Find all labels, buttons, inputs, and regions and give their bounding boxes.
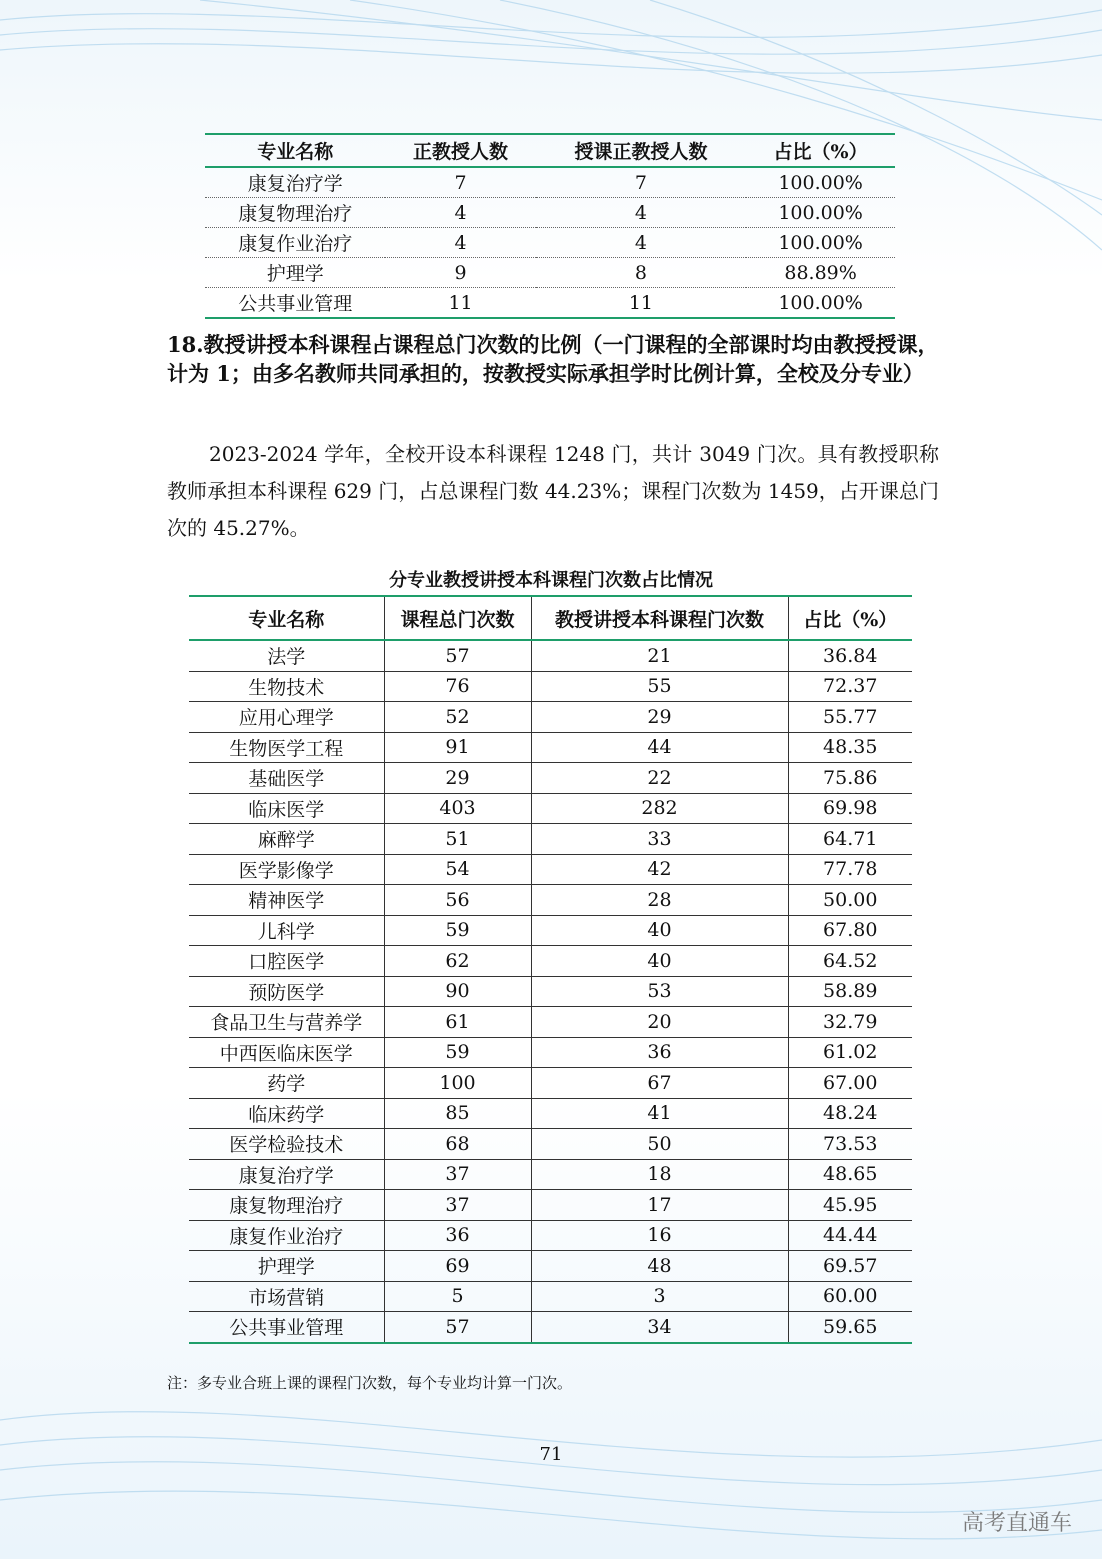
cell: 59 — [384, 1037, 531, 1068]
section-heading: 18.教授讲授本科课程占课程总门次数的比例（一门课程的全部课时均由教授授课，计为 1；由多名教师共同承担的，按教授实际承担学时比例计算，全校及分专业） — [167, 332, 939, 386]
table-row — [189, 915, 912, 946]
table-row — [205, 228, 895, 258]
cell: 康复物理治疗 — [189, 1190, 384, 1221]
cell: 36 — [384, 1220, 531, 1251]
header-cell: 教授讲授本科课程门次数 — [531, 596, 788, 640]
cell: 7 — [536, 167, 746, 198]
cell: 64.52 — [788, 946, 912, 977]
cell: 60.00 — [788, 1281, 912, 1312]
cell: 77.78 — [788, 854, 912, 885]
cell: 医学影像学 — [189, 854, 384, 885]
table-row — [189, 793, 912, 824]
cell: 预防医学 — [189, 976, 384, 1007]
cell: 11 — [385, 288, 535, 319]
watermark-text: 高考直通车 — [961, 1511, 1072, 1536]
header-cell: 专业名称 — [205, 134, 385, 167]
table-row — [189, 1312, 912, 1343]
table-row — [189, 1251, 912, 1282]
cell: 麻醉学 — [189, 824, 384, 855]
cell: 59 — [384, 915, 531, 946]
cell: 生物医学工程 — [189, 732, 384, 763]
cell: 42 — [531, 854, 788, 885]
cell: 51 — [384, 824, 531, 855]
cell: 4 — [385, 198, 535, 228]
cell: 41 — [531, 1098, 788, 1129]
table-row — [189, 1068, 912, 1099]
cell: 67 — [531, 1068, 788, 1099]
cell: 37 — [384, 1190, 531, 1221]
cell: 56 — [384, 885, 531, 916]
cell: 康复治疗学 — [189, 1159, 384, 1190]
cell: 67.80 — [788, 915, 912, 946]
table-row — [189, 885, 912, 916]
cell: 3 — [531, 1281, 788, 1312]
table-row — [205, 288, 895, 319]
cell: 护理学 — [189, 1251, 384, 1282]
cell: 食品卫生与营养学 — [189, 1007, 384, 1038]
table-row — [189, 1281, 912, 1312]
cell: 85 — [384, 1098, 531, 1129]
table-row — [189, 702, 912, 733]
cell: 公共事业管理 — [205, 288, 385, 319]
table-row — [205, 258, 895, 288]
cell: 64.71 — [788, 824, 912, 855]
cell: 54 — [384, 854, 531, 885]
cell: 59.65 — [788, 1312, 912, 1343]
cell: 28 — [531, 885, 788, 916]
cell: 17 — [531, 1190, 788, 1221]
cell: 40 — [531, 946, 788, 977]
cell: 57 — [384, 1312, 531, 1343]
cell: 48.24 — [788, 1098, 912, 1129]
table-body — [189, 640, 912, 1343]
table-row — [189, 1159, 912, 1190]
table-row — [189, 1007, 912, 1038]
cell: 88.89% — [746, 258, 895, 288]
cell: 68 — [384, 1129, 531, 1160]
cell: 32.79 — [788, 1007, 912, 1038]
cell: 61 — [384, 1007, 531, 1038]
cell: 医学检验技术 — [189, 1129, 384, 1160]
cell: 50 — [531, 1129, 788, 1160]
cell: 29 — [384, 763, 531, 794]
cell: 基础医学 — [189, 763, 384, 794]
header-cell: 正教授人数 — [385, 134, 535, 167]
cell: 53 — [531, 976, 788, 1007]
cell: 73.53 — [788, 1129, 912, 1160]
professor-course-ratio-table — [189, 595, 912, 1344]
cell: 4 — [536, 198, 746, 228]
cell: 282 — [531, 793, 788, 824]
cell: 100.00% — [746, 167, 895, 198]
cell: 16 — [531, 1220, 788, 1251]
cell: 康复物理治疗 — [205, 198, 385, 228]
cell: 72.37 — [788, 671, 912, 702]
cell: 76 — [384, 671, 531, 702]
cell: 91 — [384, 732, 531, 763]
table-caption: 分专业教授讲授本科课程门次数占比情况 — [389, 570, 713, 591]
cell: 69.57 — [788, 1251, 912, 1282]
cell: 75.86 — [788, 763, 912, 794]
cell: 临床医学 — [189, 793, 384, 824]
table-row — [189, 763, 912, 794]
cell: 康复治疗学 — [205, 167, 385, 198]
cell: 生物技术 — [189, 671, 384, 702]
cell: 精神医学 — [189, 885, 384, 916]
header-cell: 课程总门次数 — [384, 596, 531, 640]
cell: 55.77 — [788, 702, 912, 733]
cell: 100.00% — [746, 288, 895, 319]
table-row — [189, 824, 912, 855]
table-row — [189, 1190, 912, 1221]
cell: 58.89 — [788, 976, 912, 1007]
table-row — [189, 732, 912, 763]
table-row — [189, 976, 912, 1007]
cell: 4 — [536, 228, 746, 258]
cell: 61.02 — [788, 1037, 912, 1068]
cell: 67.00 — [788, 1068, 912, 1099]
cell: 公共事业管理 — [189, 1312, 384, 1343]
cell: 9 — [385, 258, 535, 288]
professor-count-table — [205, 133, 895, 319]
table-note: 注：多专业合班上课的课程门次数，每个专业均计算一门次。 — [167, 1374, 573, 1392]
header-cell: 授课正教授人数 — [536, 134, 746, 167]
cell: 48.65 — [788, 1159, 912, 1190]
cell: 48.35 — [788, 732, 912, 763]
cell: 应用心理学 — [189, 702, 384, 733]
page-number: 71 — [539, 1444, 563, 1465]
cell: 37 — [384, 1159, 531, 1190]
cell: 康复作业治疗 — [205, 228, 385, 258]
cell: 100 — [384, 1068, 531, 1099]
cell: 5 — [384, 1281, 531, 1312]
cell: 33 — [531, 824, 788, 855]
cell: 34 — [531, 1312, 788, 1343]
cell: 100.00% — [746, 228, 895, 258]
cell: 儿科学 — [189, 915, 384, 946]
cell: 57 — [384, 640, 531, 671]
table-row — [205, 198, 895, 228]
table-row — [189, 1098, 912, 1129]
header-cell: 占比（%） — [746, 134, 895, 167]
cell: 8 — [536, 258, 746, 288]
table-row — [189, 1037, 912, 1068]
table-header-row — [205, 134, 895, 167]
table-row — [189, 1220, 912, 1251]
table-row — [189, 671, 912, 702]
table-row — [189, 1129, 912, 1160]
cell: 20 — [531, 1007, 788, 1038]
cell: 中西医临床医学 — [189, 1037, 384, 1068]
header-cell: 专业名称 — [189, 596, 384, 640]
cell: 90 — [384, 976, 531, 1007]
table-row — [189, 854, 912, 885]
header-cell: 占比（%） — [788, 596, 912, 640]
table-row — [189, 946, 912, 977]
cell: 护理学 — [205, 258, 385, 288]
cell: 50.00 — [788, 885, 912, 916]
cell: 22 — [531, 763, 788, 794]
cell: 36 — [531, 1037, 788, 1068]
cell: 100.00% — [746, 198, 895, 228]
cell: 44 — [531, 732, 788, 763]
table-row — [205, 167, 895, 198]
cell: 69 — [384, 1251, 531, 1282]
cell: 7 — [385, 167, 535, 198]
section-paragraph: 2023-2024 学年，全校开设本科课程 1248 门，共计 3049 门次。具有教授职称教师承担本科课程 629 门，占总课程门数 44.23%；课程门次数为 1459，占开课总门次的 45.27%。 — [167, 442, 939, 540]
cell: 口腔医学 — [189, 946, 384, 977]
cell: 法学 — [189, 640, 384, 671]
cell: 4 — [385, 228, 535, 258]
cell: 18 — [531, 1159, 788, 1190]
cell: 52 — [384, 702, 531, 733]
cell: 40 — [531, 915, 788, 946]
cell: 康复作业治疗 — [189, 1220, 384, 1251]
cell: 44.44 — [788, 1220, 912, 1251]
cell: 45.95 — [788, 1190, 912, 1221]
cell: 69.98 — [788, 793, 912, 824]
cell: 29 — [531, 702, 788, 733]
cell: 36.84 — [788, 640, 912, 671]
table-header-row — [189, 596, 912, 640]
cell: 药学 — [189, 1068, 384, 1099]
cell: 21 — [531, 640, 788, 671]
cell: 临床药学 — [189, 1098, 384, 1129]
cell: 11 — [536, 288, 746, 319]
cell: 55 — [531, 671, 788, 702]
cell: 48 — [531, 1251, 788, 1282]
cell: 市场营销 — [189, 1281, 384, 1312]
table-row — [189, 640, 912, 671]
cell: 403 — [384, 793, 531, 824]
cell: 62 — [384, 946, 531, 977]
